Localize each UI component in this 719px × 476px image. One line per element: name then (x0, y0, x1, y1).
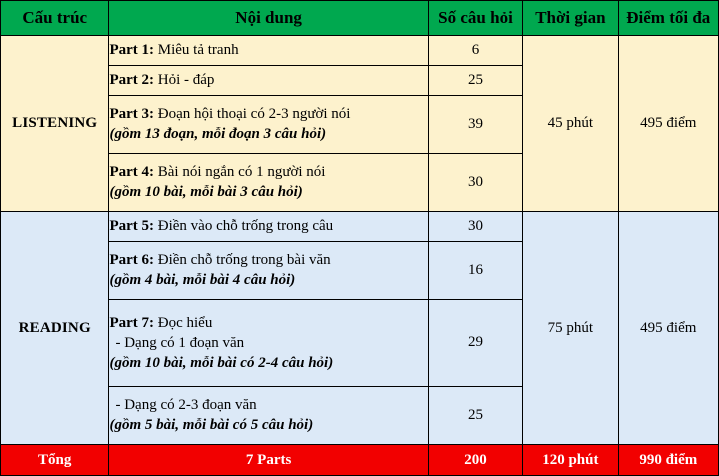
total-score: 990 điểm (618, 445, 718, 476)
question-count: 30 (428, 153, 522, 211)
total-time: 120 phút (523, 445, 618, 476)
column-header-question-count: Số câu hỏi (428, 1, 522, 36)
column-header-structure: Cấu trúc (1, 1, 109, 36)
part-content-cell (109, 65, 428, 95)
part-label: Part 7: (109, 314, 155, 331)
question-count: 39 (428, 95, 522, 153)
total-row (1, 445, 719, 476)
table-row (1, 36, 719, 66)
part-note: (gồm 10 bài, mỗi bài có 2-4 câu hỏi) (109, 355, 334, 372)
section-label-reading: READING (1, 212, 109, 445)
part-content-cell (109, 300, 428, 387)
part-label: Part 1: (109, 42, 155, 59)
question-count: 29 (428, 300, 522, 387)
section-score-reading: 495 điểm (618, 212, 718, 445)
section-time-reading: 75 phút (523, 212, 618, 445)
part-title: Điền vào chỗ trống trong câu (157, 218, 334, 235)
table-row (1, 212, 719, 242)
part-title: Miêu tả tranh (157, 42, 239, 59)
part-note-2: (gồm 5 bài, mỗi bài có 5 câu hỏi) (109, 417, 314, 434)
part-title: Hỏi - đáp (157, 72, 215, 89)
part-content-cell (109, 241, 428, 299)
part-content-cell (109, 36, 428, 66)
part-subitem-2: - Dạng có 2-3 đoạn văn (115, 397, 257, 414)
question-count: 6 (428, 36, 522, 66)
part-note: (gồm 10 bài, mỗi bài 3 câu hỏi) (109, 184, 303, 201)
question-count: 16 (428, 241, 522, 299)
part-content-cell (109, 153, 428, 211)
column-header-max-score: Điểm tối đa (618, 1, 718, 36)
part-note: (gồm 4 bài, mỗi bài 4 câu hỏi) (109, 272, 296, 289)
part-label: Part 2: (109, 72, 155, 89)
total-question-count: 200 (428, 445, 522, 476)
part-content-cell (109, 95, 428, 153)
part-label: Part 6: (109, 252, 155, 269)
section-label-listening: LISTENING (1, 36, 109, 212)
part-label: Part 5: (109, 218, 155, 235)
question-count: 30 (428, 212, 522, 242)
part-label: Part 4: (109, 164, 155, 181)
total-content: 7 Parts (109, 445, 428, 476)
part-content-cell (109, 212, 428, 242)
question-count-2: 25 (428, 386, 522, 444)
part-subitem-1: - Dạng có 1 đoạn văn (115, 334, 245, 351)
table-header-row (1, 1, 719, 36)
part-title: Đọc hiểu (157, 314, 213, 331)
part-title: Đoạn hội thoại có 2-3 người nói (157, 105, 351, 122)
part-note: (gồm 13 đoạn, mỗi đoạn 3 câu hỏi) (109, 126, 327, 143)
total-label: Tổng (1, 445, 109, 476)
part-content-cell (109, 386, 428, 444)
question-count: 25 (428, 65, 522, 95)
column-header-content: Nội dung (109, 1, 428, 36)
part-title: Điền chỗ trống trong bài văn (157, 252, 331, 269)
part-label: Part 3: (109, 105, 155, 122)
section-time-listening: 45 phút (523, 36, 618, 212)
part-title: Bài nói ngắn có 1 người nói (157, 164, 326, 181)
section-score-listening: 495 điểm (618, 36, 718, 212)
column-header-time: Thời gian (523, 1, 618, 36)
